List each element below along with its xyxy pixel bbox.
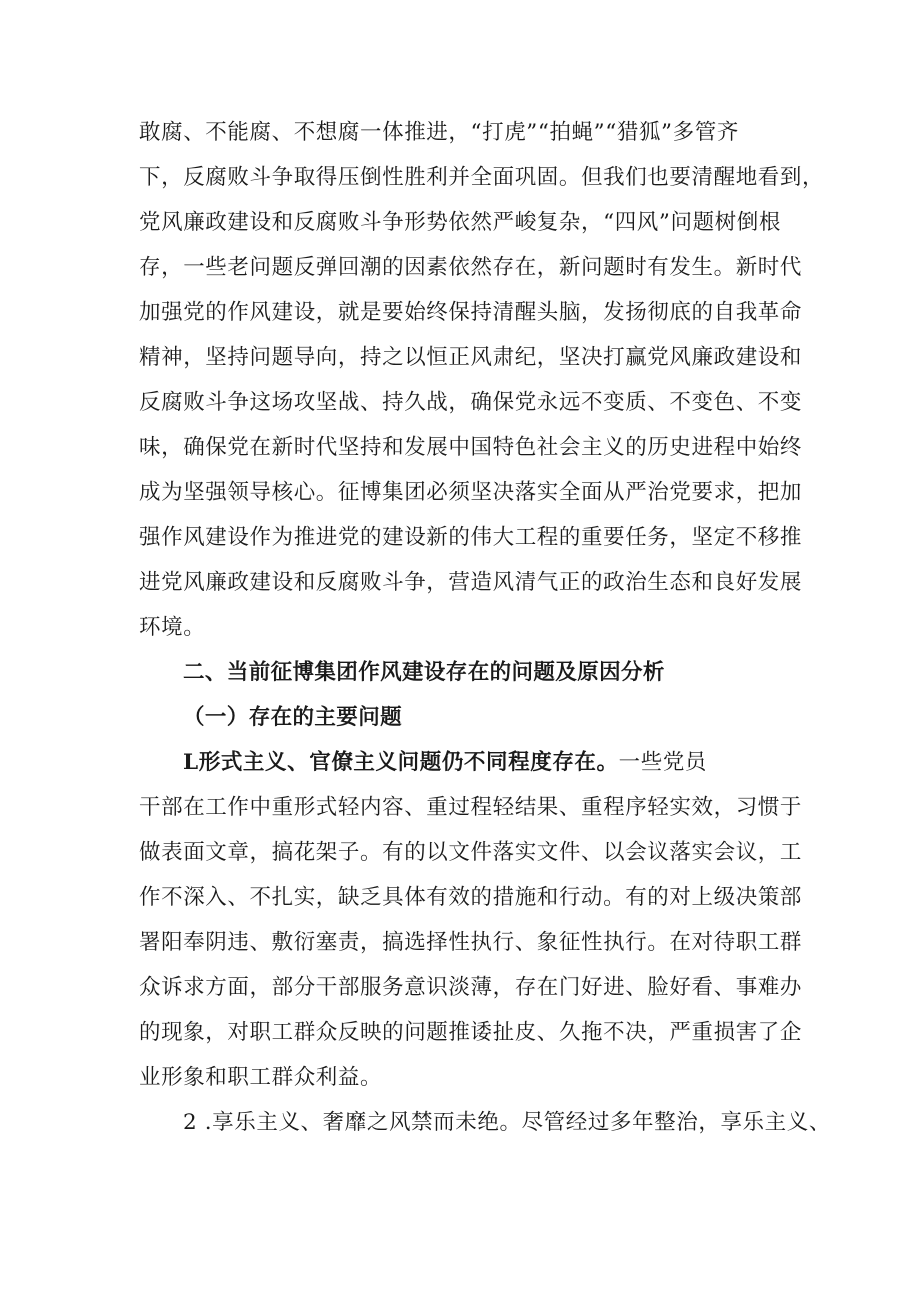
item-1-title: L形式主义、官僚主义问题仍不同程度存在。 xyxy=(183,750,619,775)
paragraph-line: 存，一些老问题反弹回潮的因素依然存在，新问题时有发生。新时代 xyxy=(139,255,803,280)
paragraph-line: 署阳奉阴违、敷衍塞责，搞选择性执行、象征性执行。在对待职工群 xyxy=(139,930,803,955)
paragraph-line: 业形象和职工群众利益。 xyxy=(139,1065,383,1090)
paragraph-line: 做表面文章，搞花架子。有的以文件落实文件、以会议落实会议，工 xyxy=(139,840,803,865)
paragraph-line: 强作风建设作为推进党的建设新的伟大工程的重要任务，坚定不移推 xyxy=(139,525,803,550)
paragraph-line: 精神，坚持问题导向，持之以恒正风肃纪，坚决打赢党风廉政建设和 xyxy=(139,345,803,370)
paragraph-line: 众诉求方面，部分干部服务意识淡薄，存在门好进、脸好看、事难办 xyxy=(139,975,803,1000)
paragraph-line: 进党风廉政建设和反腐败斗争，营造风清气正的政治生态和良好发展 xyxy=(139,570,803,595)
item-1-first-line xyxy=(183,748,707,778)
paragraph-line: 成为坚强领导核心。征博集团必须坚决落实全面从严治党要求，把加 xyxy=(139,480,803,505)
subsection-heading: （一）存在的主要问题 xyxy=(183,705,403,730)
paragraph-line: 味，确保党在新时代坚持和发展中国特色社会主义的历史进程中始终 xyxy=(139,435,803,460)
paragraph-line: 加强党的作风建设，就是要始终保持清醒头脑，发扬彻底的自我革命 xyxy=(139,300,803,325)
paragraph-line: 下，反腐败斗争取得压倒性胜利并全面巩固。但我们也要清醒地看到， xyxy=(139,165,825,190)
paragraph-line: 党风廉政建设和反腐败斗争形势依然严峻复杂，“四风”问题树倒根 xyxy=(139,210,781,235)
section-heading: 二、当前征博集团作风建设存在的问题及原因分析 xyxy=(183,660,665,685)
paragraph-line: 干部在工作中重形式轻内容、重过程轻结果、重程序轻实效，习惯于 xyxy=(139,795,803,820)
paragraph-line: 的现象，对职工群众反映的问题推诿扯皮、久拖不决，严重损害了企 xyxy=(139,1020,803,1045)
paragraph-line: 敢腐、不能腐、不想腐一体推进，“打虎”“拍蝇”“猎狐”多管齐 xyxy=(139,120,739,145)
item-2-line: 2 .享乐主义、奢靡之风禁而未绝。尽管经过多年整治，享乐主义、 xyxy=(183,1110,831,1135)
paragraph-line: 作不深入、不扎实，缺乏具体有效的措施和行动。有的对上级决策部 xyxy=(139,885,803,910)
paragraph-line: 反腐败斗争这场攻坚战、持久战，确保党永远不变质、不变色、不变 xyxy=(139,390,803,415)
item-1-lead-text: 一些党员 xyxy=(618,750,708,775)
paragraph-line: 环境。 xyxy=(139,615,206,640)
